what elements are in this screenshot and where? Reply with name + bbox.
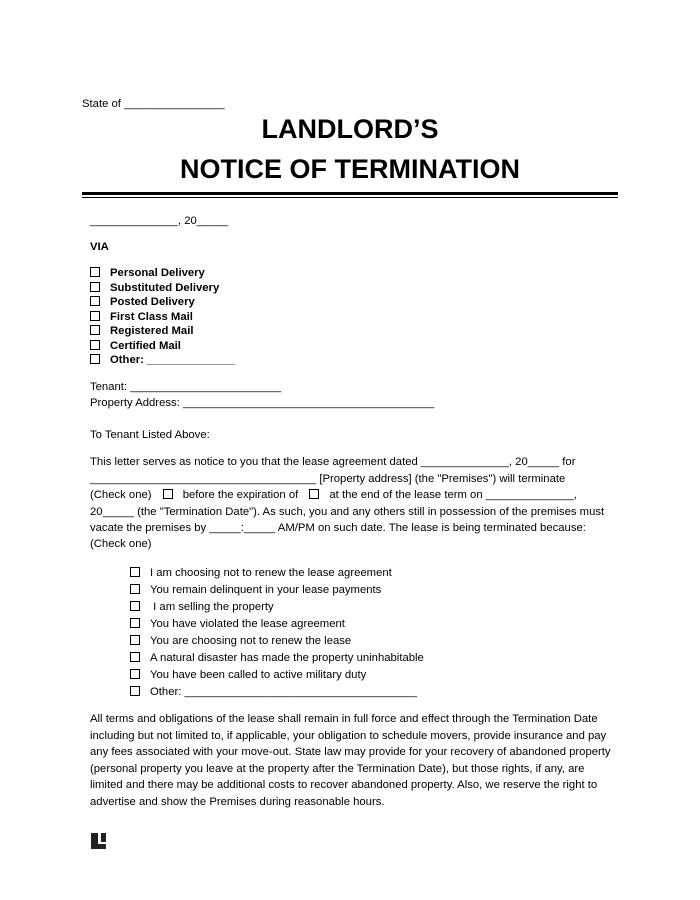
- via-option[interactable]: [90, 325, 194, 337]
- title-divider-thin: [82, 197, 618, 198]
- via-option-label: Registered Mail: [110, 325, 194, 337]
- end-of-term-label: at the end of the lease term on ______________,: [329, 489, 577, 501]
- reason-option[interactable]: [130, 652, 424, 664]
- reason-option[interactable]: [130, 669, 366, 681]
- via-option[interactable]: [90, 267, 205, 279]
- via-checkbox[interactable]: [90, 354, 100, 364]
- reason-option[interactable]: [130, 686, 417, 698]
- end-of-term-checkbox[interactable]: [309, 489, 319, 499]
- via-option[interactable]: [90, 354, 235, 366]
- terms-line: All terms and obligations of the lease shall remain in full force and effect through the Termination Date: [90, 713, 598, 725]
- logo-icon: [91, 833, 106, 849]
- via-checkbox[interactable]: [90, 340, 100, 350]
- title-line-1: LANDLORD’S: [261, 114, 439, 144]
- terms-line: (personal property you leave at the property after the Termination Date), but those rights, if any, are: [90, 762, 585, 775]
- tenant-field[interactable]: Tenant: ________________________: [90, 381, 281, 393]
- terms-line: limited and there may be additional costs to recover abandoned property. Also, we reserve the right to: [90, 779, 598, 791]
- notice-line-3: [90, 489, 577, 501]
- terms-line: including but not limited to, if applicable, your obligation to schedule movers, provide insurance and pay: [90, 729, 607, 742]
- reason-checkbox[interactable]: [130, 686, 140, 696]
- via-checkbox[interactable]: [90, 311, 100, 321]
- notice-line-2: ____________________________________ [Property address] (the "Premises") will terminate: [90, 473, 566, 485]
- reason-label: You have been called to active military duty: [150, 669, 367, 681]
- title-line-2: NOTICE OF TERMINATION: [180, 154, 520, 184]
- reason-label: You are choosing not to renew the lease: [150, 635, 352, 647]
- reason-checkbox[interactable]: [130, 567, 140, 577]
- reason-checkbox[interactable]: [130, 584, 140, 594]
- via-label: VIA: [90, 241, 109, 253]
- notice-line-1: This letter serves as notice to you that the lease agreement dated ______________, 20_____ for: [90, 456, 576, 468]
- via-checkbox[interactable]: [90, 296, 100, 306]
- notice-line-5: vacate the premises by _____:_____ AM/PM on such date. The lease is being terminated because:: [90, 522, 586, 534]
- reason-label: You remain delinquent in your lease payments: [150, 584, 382, 596]
- via-option[interactable]: [90, 282, 219, 294]
- reason-option[interactable]: [130, 601, 274, 613]
- reason-option[interactable]: [130, 635, 351, 647]
- via-checkbox[interactable]: [90, 282, 100, 292]
- salutation: To Tenant Listed Above:: [90, 429, 210, 441]
- date-field[interactable]: ______________, 20_____: [90, 215, 229, 227]
- via-option-label: First Class Mail: [110, 310, 193, 323]
- title-divider-thick: [82, 192, 618, 195]
- via-option-label: Posted Delivery: [110, 296, 195, 308]
- via-option-label: Personal Delivery: [110, 267, 205, 279]
- reason-option[interactable]: [130, 618, 345, 630]
- via-checkbox[interactable]: [90, 267, 100, 277]
- via-checkbox[interactable]: [90, 325, 100, 335]
- reason-label: Other: _____________________________________: [150, 686, 417, 698]
- reason-option[interactable]: [130, 567, 392, 579]
- reason-checkbox[interactable]: [130, 618, 140, 628]
- state-of-field[interactable]: State of ________________: [82, 98, 225, 110]
- reason-checkbox[interactable]: [130, 635, 140, 645]
- reason-checkbox[interactable]: [130, 652, 140, 662]
- reason-option[interactable]: [130, 584, 381, 596]
- check-one-label: (Check one): [90, 489, 152, 501]
- via-option[interactable]: [90, 311, 193, 323]
- terms-line: any fees associated with your move-out. State law may provide for your recovery of abandoned property: [90, 746, 611, 758]
- reason-label: I am selling the property: [150, 601, 274, 613]
- before-expiration-checkbox[interactable]: [163, 489, 173, 499]
- reason-checkbox[interactable]: [130, 669, 140, 679]
- reason-checkbox[interactable]: [130, 601, 140, 611]
- via-option-label: Other: ______________: [110, 354, 235, 366]
- via-option[interactable]: [90, 296, 195, 308]
- reason-label: You have violated the lease agreement: [150, 618, 345, 630]
- property-address-field[interactable]: Property Address: ________________________________________: [90, 397, 435, 409]
- before-expiration-label: before the expiration of: [182, 489, 299, 501]
- notice-line-4: 20_____ (the "Termination Date"). As such, you and any others still in possession of the premises must: [90, 506, 605, 518]
- via-option-label: Substituted Delivery: [110, 281, 220, 294]
- via-option-label: Certified Mail: [110, 339, 181, 352]
- via-option[interactable]: [90, 340, 181, 352]
- reason-label: A natural disaster has made the property uninhabitable: [150, 652, 424, 664]
- notice-line-6: (Check one): [90, 538, 152, 550]
- reason-label: I am choosing not to renew the lease agreement: [150, 567, 392, 579]
- terms-line: advertise and show the Premises during reasonable hours.: [90, 795, 385, 808]
